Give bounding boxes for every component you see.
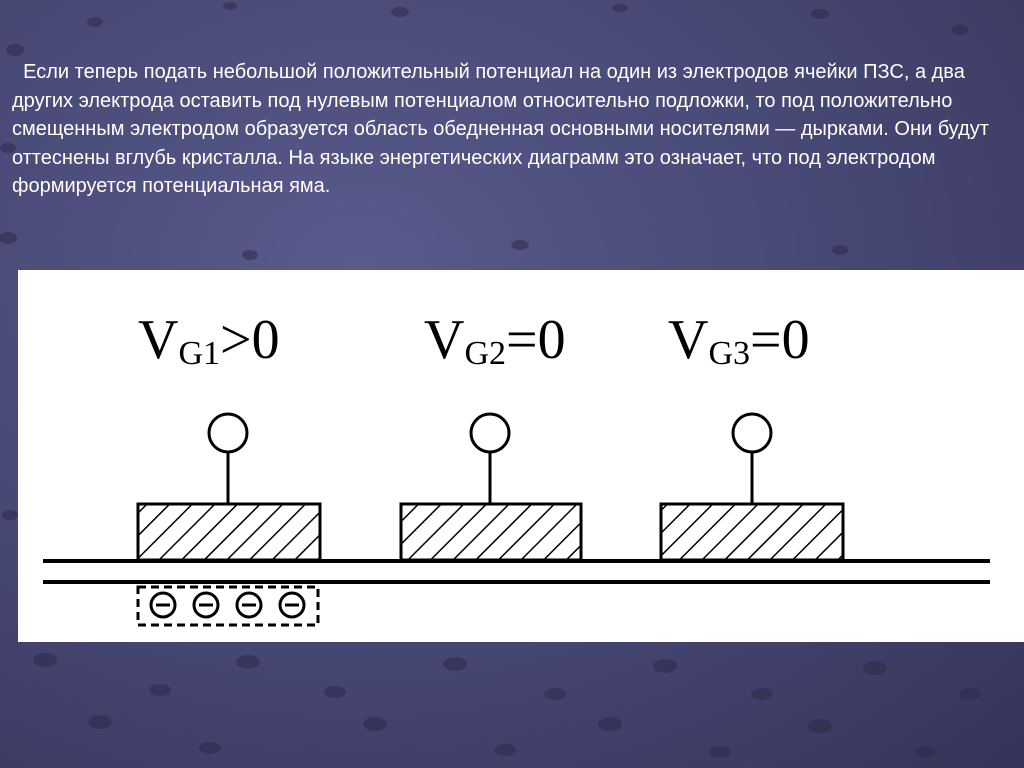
gate-1-sub: G1 [178, 335, 221, 372]
charge-row [151, 593, 304, 617]
gate-2-main: V [424, 309, 465, 371]
gate-3-rel: =0 [750, 309, 810, 371]
gate-3-terminal [733, 414, 771, 452]
electrode-2 [401, 504, 581, 560]
gate-2-sub: G2 [464, 335, 507, 372]
gate-2-terminal [471, 414, 509, 452]
electrode-3 [661, 504, 843, 560]
gate-1-rel: >0 [220, 309, 280, 371]
ccd-diagram-panel [18, 270, 1024, 642]
gate-3-main: V [668, 309, 709, 371]
ccd-diagram [18, 270, 1024, 642]
gate-3-label [668, 309, 810, 372]
gate-1-terminal [209, 414, 247, 452]
electrode-1 [138, 504, 320, 560]
gate-2-label [424, 309, 566, 372]
gate-3-sub: G3 [708, 335, 751, 372]
gate-1-label [138, 309, 280, 372]
gate-2-rel: =0 [506, 309, 566, 371]
slide-paragraph: Если теперь подать небольшой положительный потенциал на один из электродов ячейки ПЗС, а два других электрода оставить под нулевым потенциалом относительно подложки, то под положительно смещенным электродом образуется область обедненная основными носителями — дырками. Они будут оттеснены вглубь кристалла. На языке энергетических диаграмм это означает, что под электродом формируется потенциальная яма. [12, 61, 995, 198]
gate-1-main: V [138, 309, 179, 371]
